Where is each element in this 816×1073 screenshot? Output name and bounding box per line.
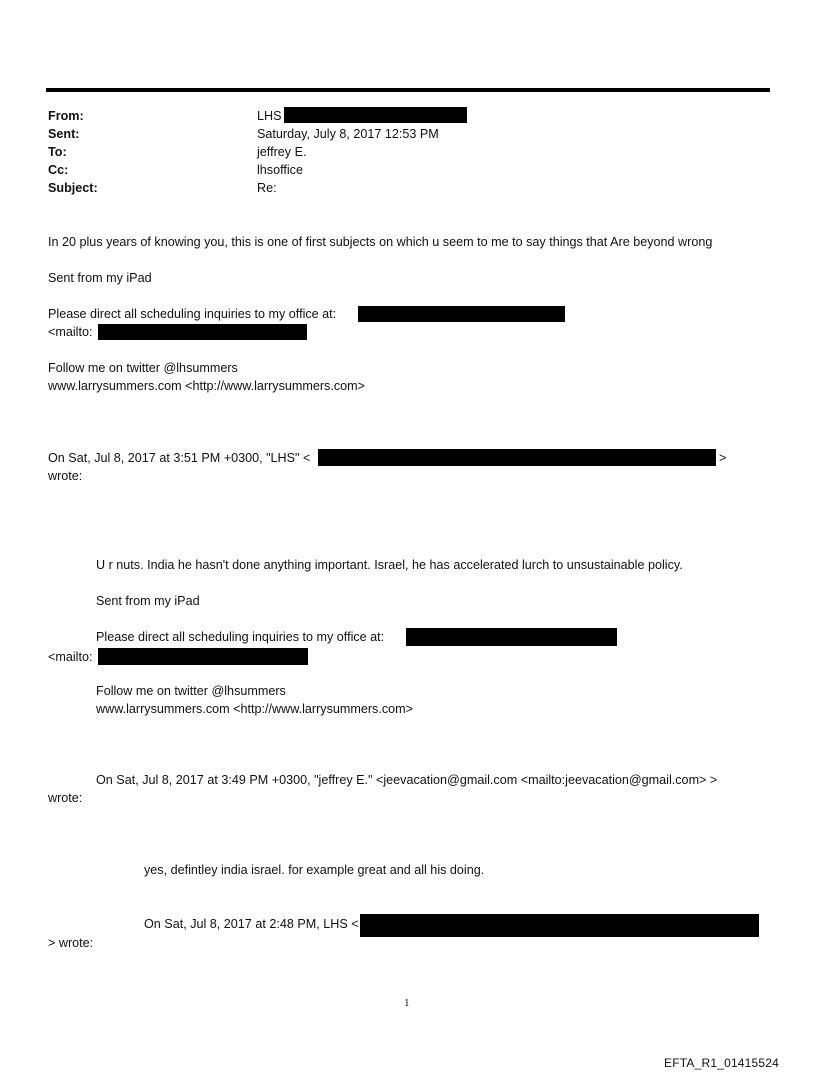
message3-quote-header: On Sat, Jul 8, 2017 at 2:48 PM, LHS < [144,917,359,931]
header-rule [46,88,770,92]
message3-wrote: > wrote: [48,936,94,950]
subject-label: Subject: [48,181,98,195]
message1-quote-header-end: > [719,451,727,465]
to-value: jeffrey E. [257,145,307,159]
message2-website: www.larrysummers.com <http://www.larrysummers.com> [96,702,413,716]
redaction-mailto-1 [98,324,307,340]
message2-mailto: <mailto: [48,650,93,664]
redaction-mailto-2 [98,648,308,665]
from-label: From: [48,109,84,123]
message2-scheduling: Please direct all scheduling inquiries to my office at: [96,630,385,644]
page-number: 1 [404,997,410,1009]
cc-label: Cc: [48,163,69,177]
redaction-from-email [284,107,467,123]
subject-value: Re: [257,181,277,195]
message2-wrote: wrote: [48,791,83,805]
message2-quote-header: On Sat, Jul 8, 2017 at 3:49 PM +0300, "jeffrey E." <jeevacation@gmail.com <mailto:jeevacation@gmail.com> > [96,773,718,787]
message2-body: U r nuts. India he hasn't done anything important. Israel, he has accelerated lurch to unsustainable policy. [96,558,683,572]
message1-body: In 20 plus years of knowing you, this is one of first subjects on which u seem to me to say things that Are beyond wrong [48,235,713,249]
message2-sent-from: Sent from my iPad [96,594,200,608]
cc-value: lhsoffice [257,163,303,177]
from-value: LHS [257,109,282,123]
message1-sent-from: Sent from my iPad [48,271,152,285]
message1-scheduling: Please direct all scheduling inquiries to my office at: [48,307,337,321]
redaction-office-email-2 [406,628,617,646]
to-label: To: [48,145,67,159]
message1-twitter: Follow me on twitter @lhsummers [48,361,238,375]
redaction-quote-email-3 [360,914,759,937]
message3-body: yes, defintley india israel. for example great and all his doing. [144,863,485,877]
document-id-footer: EFTA_R1_01415524 [664,1056,780,1070]
redaction-quote-email-1 [318,449,716,466]
message1-wrote: wrote: [48,469,83,483]
sent-label: Sent: [48,127,80,141]
message2-twitter: Follow me on twitter @lhsummers [96,684,286,698]
message1-website: www.larrysummers.com <http://www.larrysummers.com> [48,379,365,393]
sent-value: Saturday, July 8, 2017 12:53 PM [257,127,439,141]
message1-mailto: <mailto: [48,325,93,339]
message1-quote-header: On Sat, Jul 8, 2017 at 3:51 PM +0300, "LHS" < [48,451,311,465]
redaction-office-email-1 [358,306,565,322]
